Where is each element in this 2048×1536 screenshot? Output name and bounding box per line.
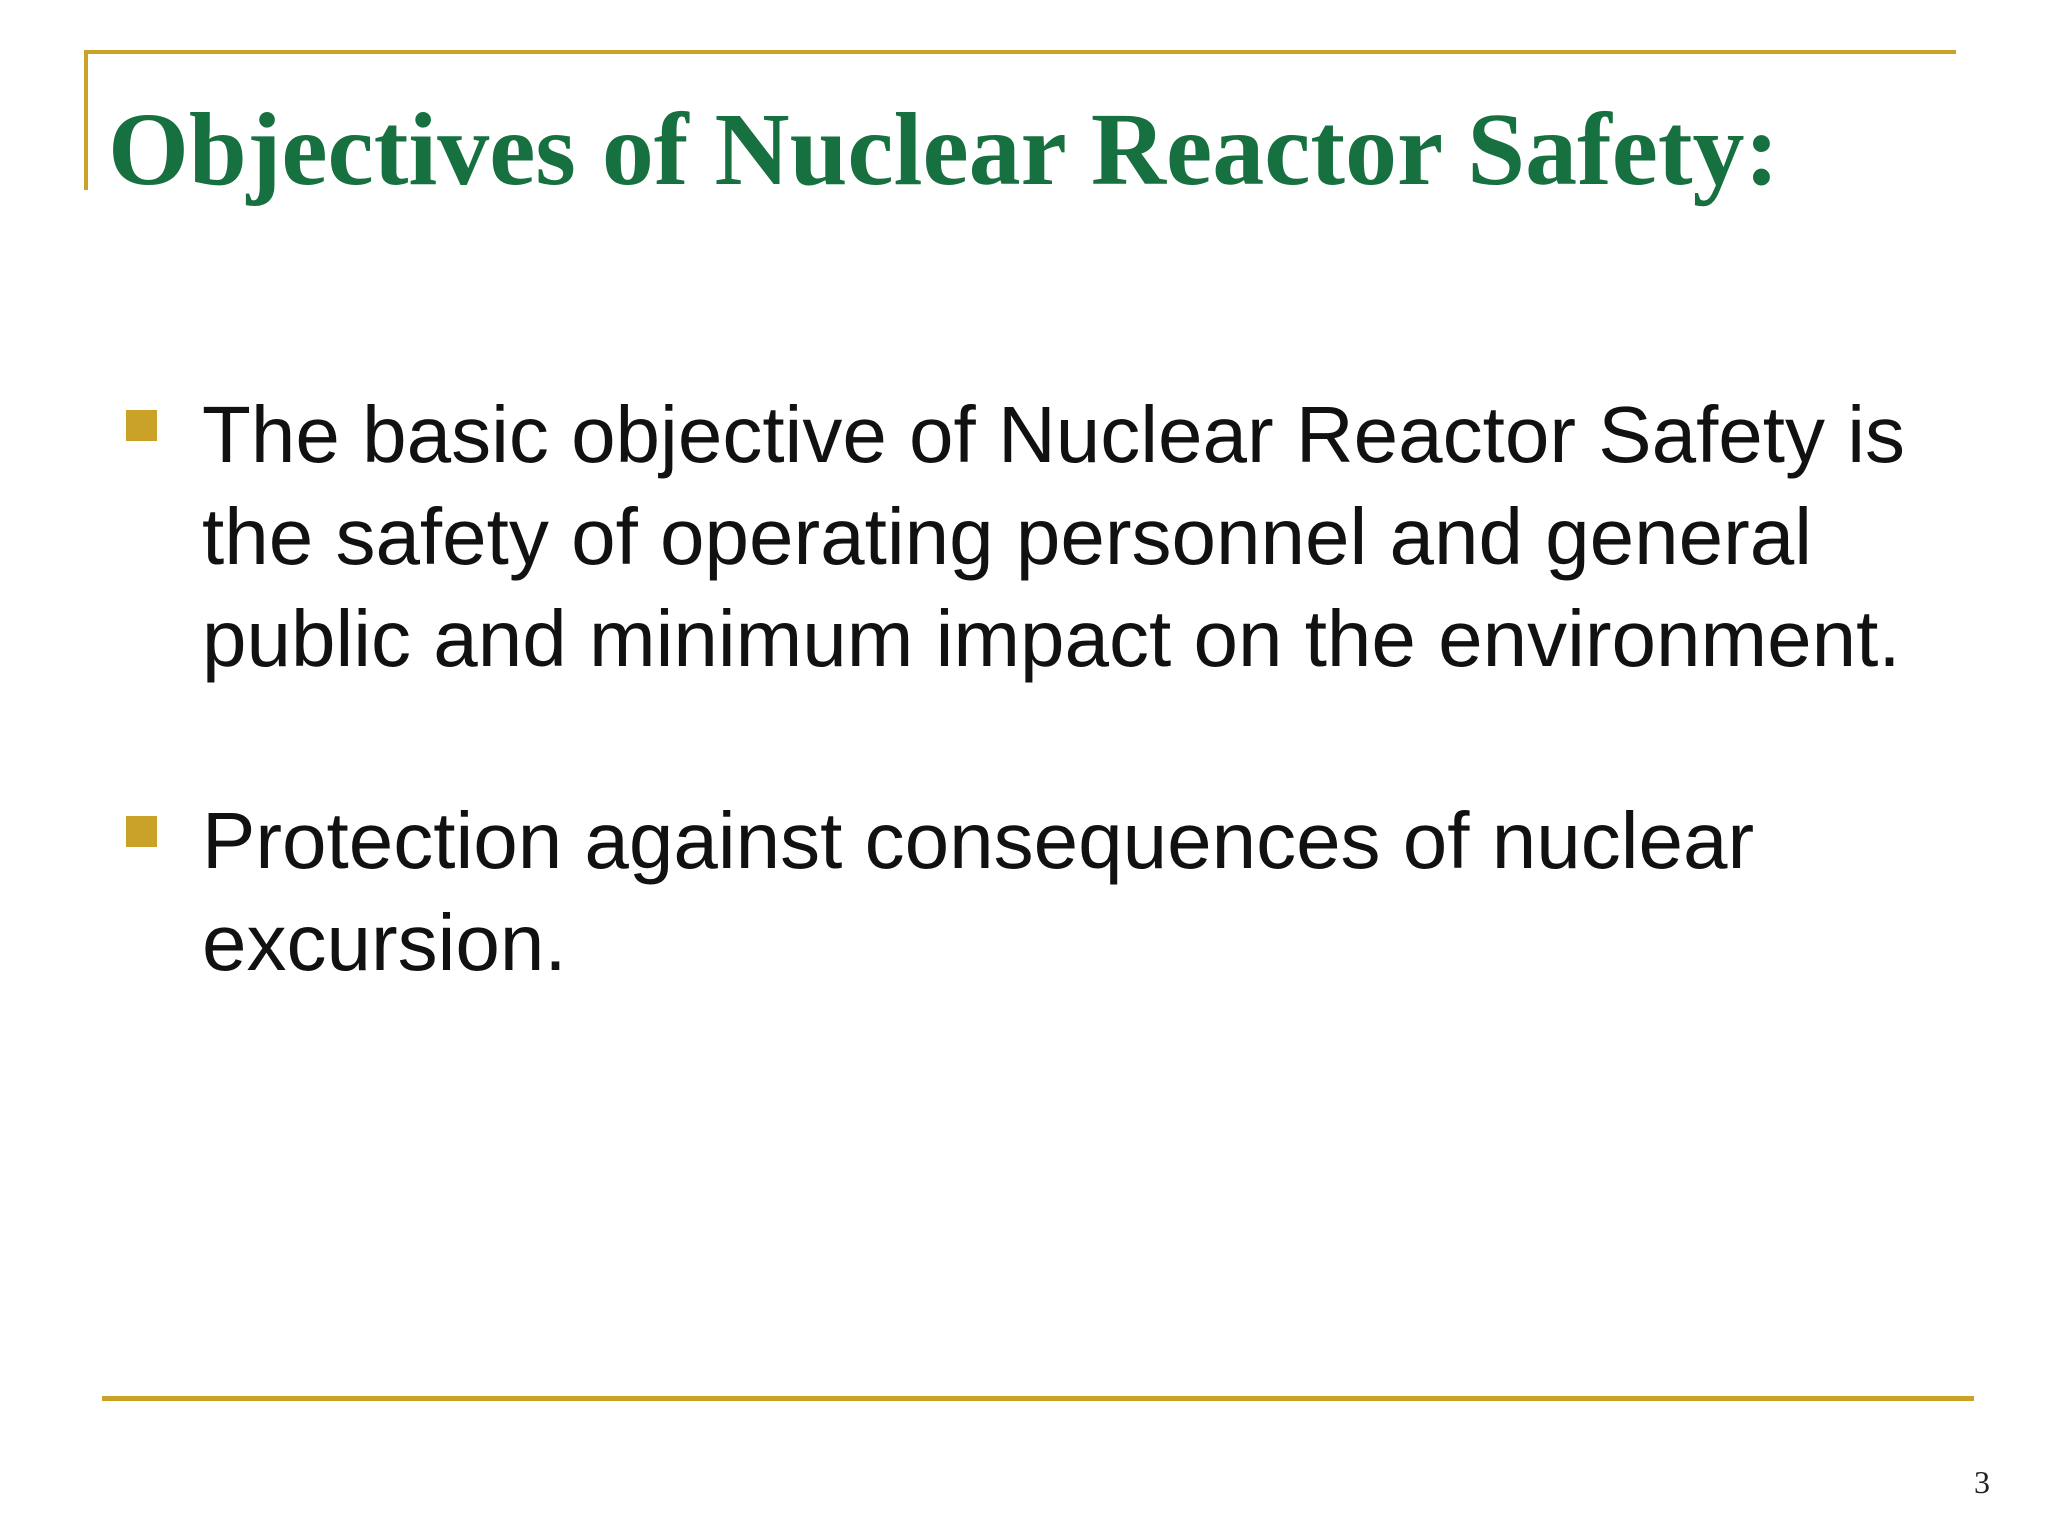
bullet-item [126, 790, 1906, 994]
bottom-rule [102, 1396, 1974, 1401]
square-bullet-icon [126, 410, 157, 441]
bullet-text: The basic objective of Nuclear Reactor Safety is the safety of operating personnel and general public and minimum impact on the environment. [202, 390, 1906, 683]
top-rule [84, 50, 1956, 54]
bullet-item [126, 384, 1906, 690]
left-rule [84, 50, 88, 190]
bullet-text: Protection against consequences of nuclear excursion. [202, 796, 1755, 987]
bullet-list [126, 384, 1906, 994]
square-bullet-icon [126, 816, 157, 847]
page-number: 3 [1974, 1464, 1990, 1500]
slide-title: Objectives of Nuclear Reactor Safety: [108, 92, 1780, 207]
